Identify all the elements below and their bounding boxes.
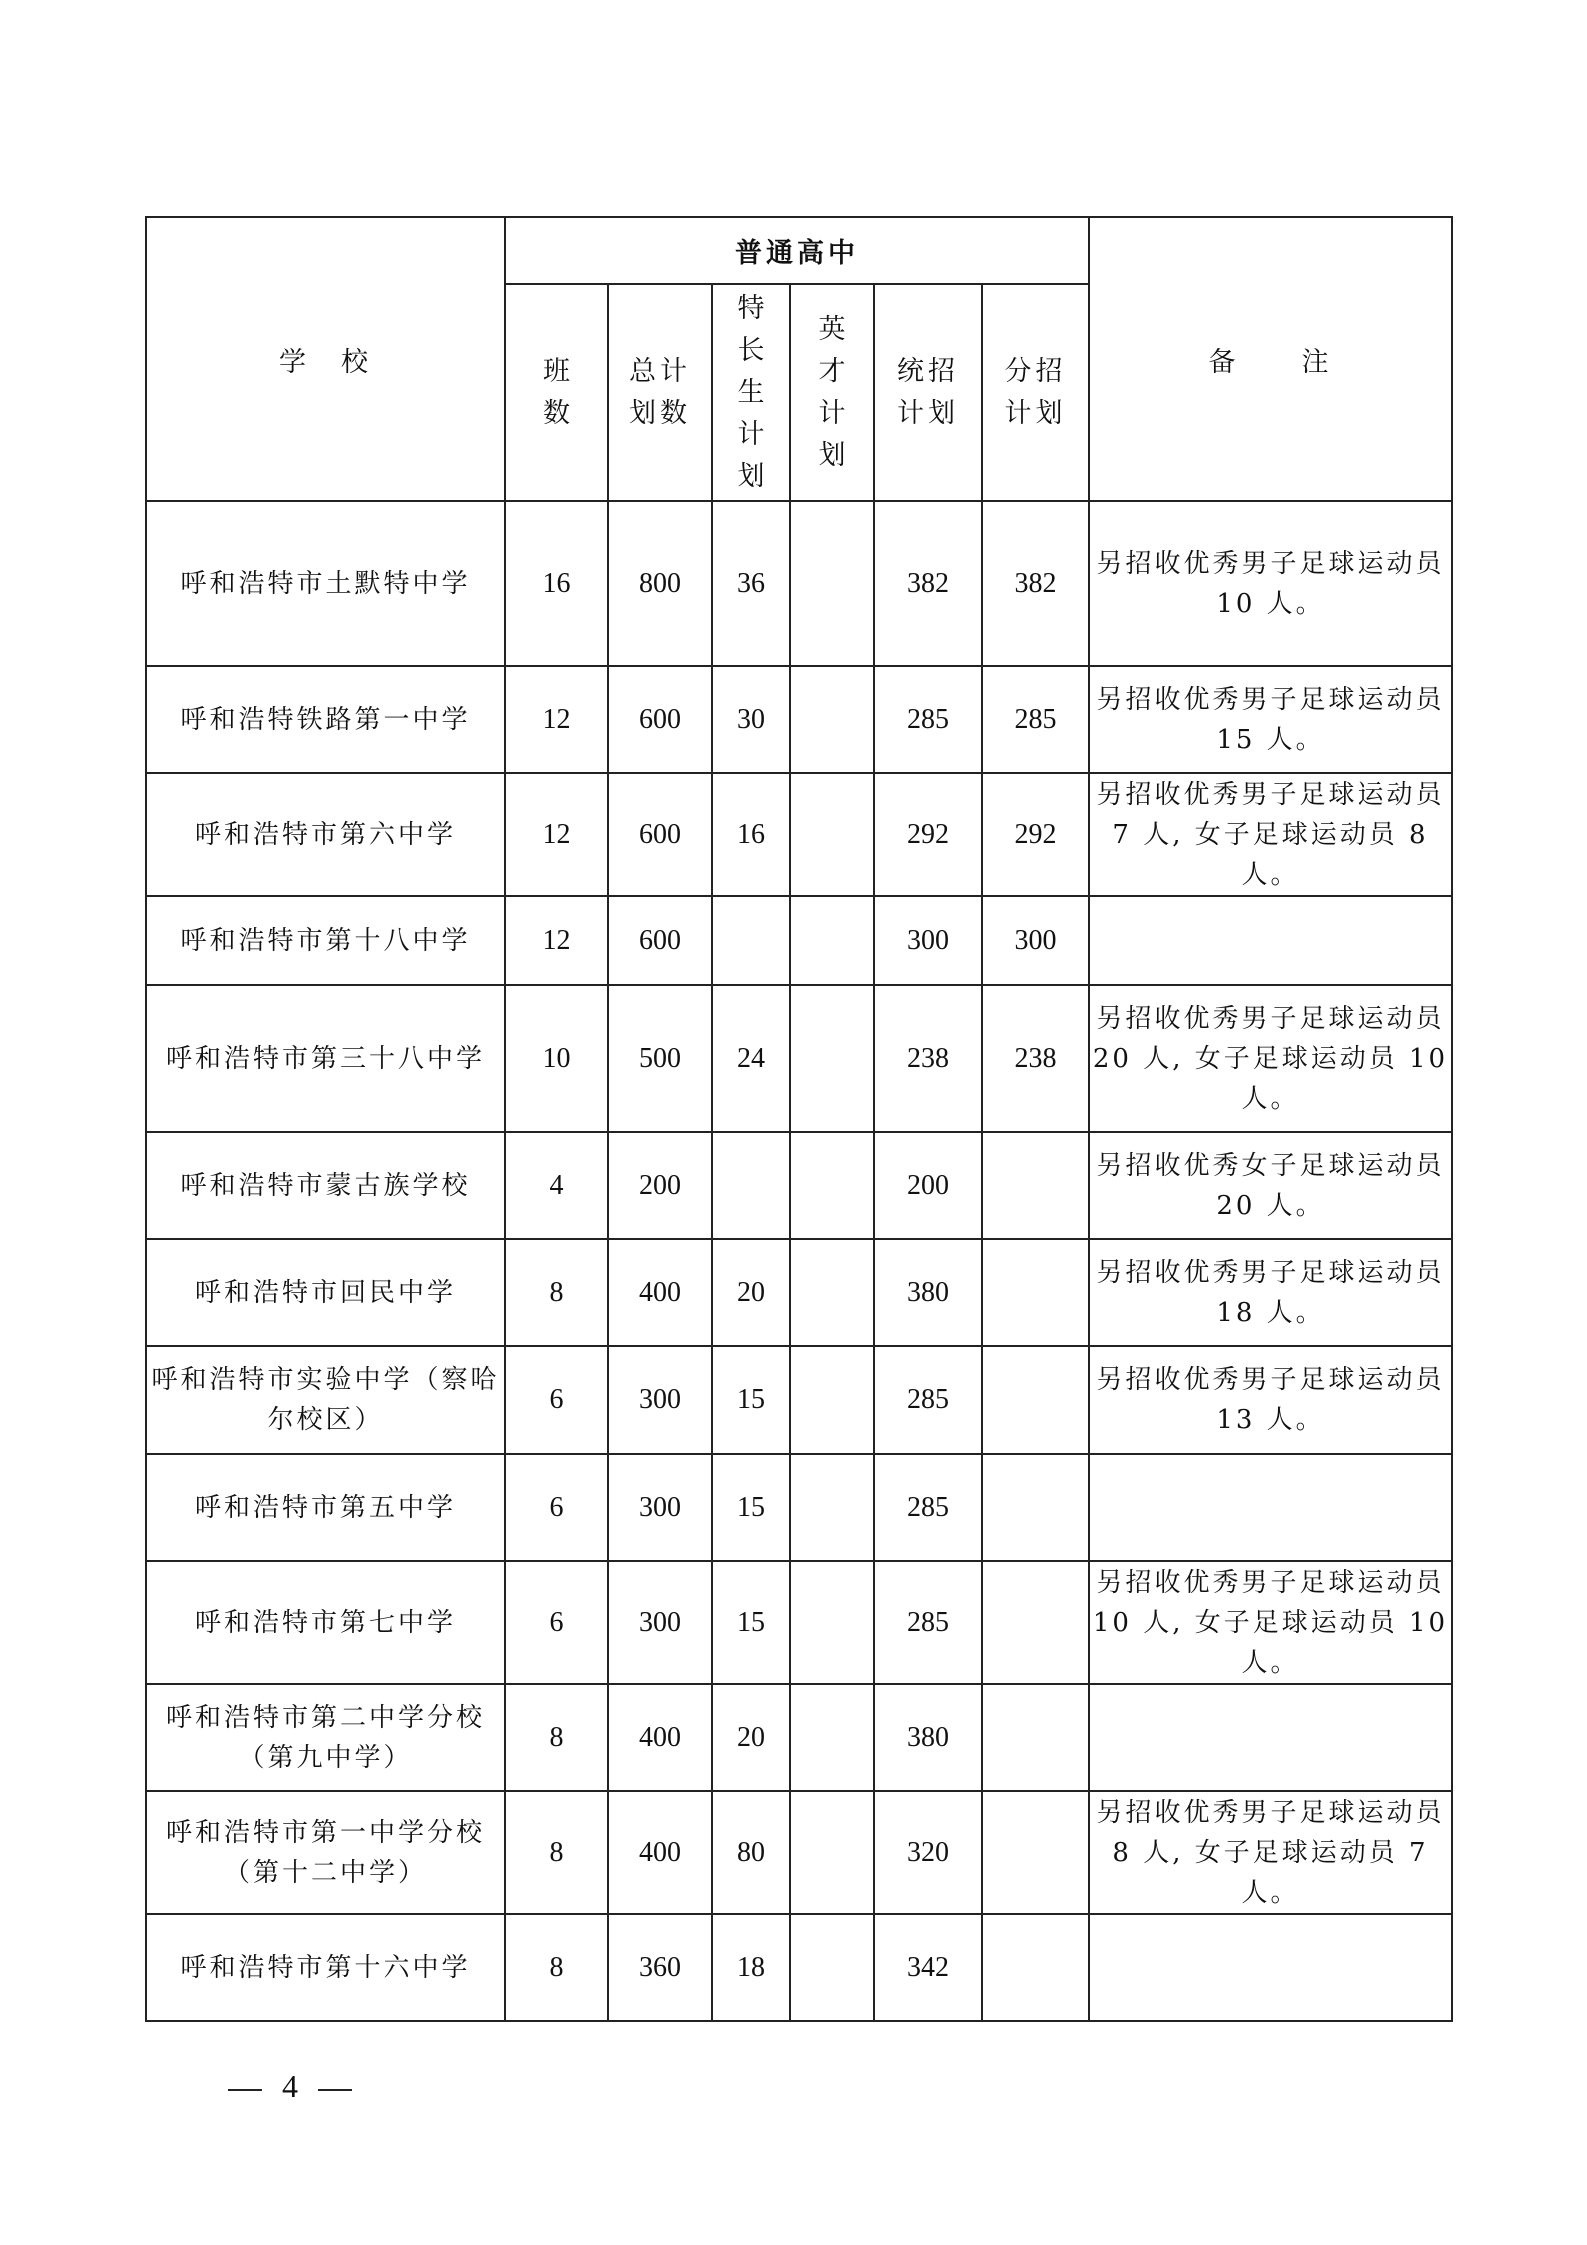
cell-allocated: 285 — [982, 666, 1089, 773]
cell-note: 另招收优秀男子足球运动员 13 人。 — [1089, 1346, 1452, 1454]
cell-talent — [790, 773, 874, 896]
cell-note — [1089, 896, 1452, 985]
cell-total: 400 — [608, 1684, 712, 1791]
cell-unified: 300 — [874, 896, 982, 985]
cell-note: 另招收优秀男子足球运动员 20 人, 女子足球运动员 10 人。 — [1089, 985, 1452, 1132]
cell-special: 80 — [712, 1791, 790, 1914]
cell-unified: 285 — [874, 1346, 982, 1454]
header-talent-plan-label: 英才计划 — [818, 313, 846, 471]
cell-classes: 16 — [505, 501, 608, 666]
cell-special: 15 — [712, 1454, 790, 1561]
cell-unified: 380 — [874, 1684, 982, 1791]
cell-note: 另招收优秀男子足球运动员 15 人。 — [1089, 666, 1452, 773]
enrollment-plan-table — [145, 216, 1453, 2022]
cell-school: 呼和浩特市第六中学 — [146, 773, 505, 896]
page-number: 4 — [282, 2068, 298, 2104]
cell-classes: 8 — [505, 1791, 608, 1914]
header-allocated-plan — [982, 284, 1089, 501]
cell-allocated: 238 — [982, 985, 1089, 1132]
cell-talent — [790, 985, 874, 1132]
footer-dash-left — [228, 2089, 262, 2091]
cell-unified: 342 — [874, 1914, 982, 2021]
table-row — [146, 773, 1452, 896]
cell-allocated — [982, 1684, 1089, 1791]
cell-classes: 12 — [505, 666, 608, 773]
cell-special: 20 — [712, 1684, 790, 1791]
cell-classes: 12 — [505, 773, 608, 896]
cell-unified: 285 — [874, 1454, 982, 1561]
cell-note: 另招收优秀女子足球运动员 20 人。 — [1089, 1132, 1452, 1239]
cell-school: 呼和浩特市第十六中学 — [146, 1914, 505, 2021]
cell-note: 另招收优秀男子足球运动员 10 人。 — [1089, 501, 1452, 666]
cell-classes: 6 — [505, 1346, 608, 1454]
cell-special: 15 — [712, 1561, 790, 1684]
cell-talent — [790, 896, 874, 985]
cell-special — [712, 896, 790, 985]
cell-special: 16 — [712, 773, 790, 896]
cell-total: 300 — [608, 1454, 712, 1561]
table-row — [146, 1791, 1452, 1914]
table-row — [146, 501, 1452, 666]
table-row — [146, 1239, 1452, 1346]
cell-classes: 12 — [505, 896, 608, 985]
cell-total: 800 — [608, 501, 712, 666]
cell-total: 400 — [608, 1791, 712, 1914]
cell-note — [1089, 1684, 1452, 1791]
cell-classes: 4 — [505, 1132, 608, 1239]
table-row — [146, 896, 1452, 985]
cell-school: 呼和浩特市土默特中学 — [146, 501, 505, 666]
cell-allocated — [982, 1561, 1089, 1684]
cell-school: 呼和浩特市第五中学 — [146, 1454, 505, 1561]
cell-note — [1089, 1454, 1452, 1561]
cell-talent — [790, 1239, 874, 1346]
cell-school: 呼和浩特市第二中学分校（第九中学） — [146, 1684, 505, 1791]
cell-unified: 292 — [874, 773, 982, 896]
cell-classes: 6 — [505, 1454, 608, 1561]
cell-school: 呼和浩特市蒙古族学校 — [146, 1132, 505, 1239]
table-row — [146, 1914, 1452, 2021]
cell-talent — [790, 1454, 874, 1561]
footer-dash-right — [318, 2089, 352, 2091]
header-talent-plan — [790, 284, 874, 501]
cell-note: 另招收优秀男子足球运动员 10 人, 女子足球运动员 10 人。 — [1089, 1561, 1452, 1684]
cell-classes: 8 — [505, 1684, 608, 1791]
cell-school: 呼和浩特市第三十八中学 — [146, 985, 505, 1132]
cell-total: 300 — [608, 1561, 712, 1684]
header-special-plan — [712, 284, 790, 501]
cell-talent — [790, 1684, 874, 1791]
cell-allocated: 300 — [982, 896, 1089, 985]
cell-allocated — [982, 1791, 1089, 1914]
page-footer — [208, 2068, 372, 2105]
cell-total: 600 — [608, 896, 712, 985]
cell-special: 20 — [712, 1239, 790, 1346]
table-row — [146, 985, 1452, 1132]
cell-unified: 238 — [874, 985, 982, 1132]
cell-special: 24 — [712, 985, 790, 1132]
cell-note — [1089, 1914, 1452, 2021]
cell-allocated — [982, 1914, 1089, 2021]
cell-classes: 6 — [505, 1561, 608, 1684]
cell-special — [712, 1132, 790, 1239]
table-row — [146, 1454, 1452, 1561]
header-remarks: 备 注 — [1089, 217, 1452, 501]
cell-unified: 285 — [874, 1561, 982, 1684]
cell-note: 另招收优秀男子足球运动员 8 人, 女子足球运动员 7 人。 — [1089, 1791, 1452, 1914]
cell-talent — [790, 1914, 874, 2021]
cell-talent — [790, 1346, 874, 1454]
cell-unified: 382 — [874, 501, 982, 666]
header-special-plan-label: 特长生计划 — [737, 292, 765, 492]
cell-school: 呼和浩特市第七中学 — [146, 1561, 505, 1684]
cell-allocated — [982, 1132, 1089, 1239]
cell-talent — [790, 1791, 874, 1914]
header-allocated-plan-label: 分招计划 — [1004, 355, 1067, 429]
cell-classes: 10 — [505, 985, 608, 1132]
header-unified-plan — [874, 284, 982, 501]
cell-classes: 8 — [505, 1239, 608, 1346]
cell-talent — [790, 1132, 874, 1239]
header-total-plan-label: 总计划数 — [629, 355, 691, 429]
cell-school: 呼和浩特铁路第一中学 — [146, 666, 505, 773]
cell-allocated — [982, 1346, 1089, 1454]
cell-unified: 320 — [874, 1791, 982, 1914]
cell-allocated — [982, 1239, 1089, 1346]
table-row — [146, 1132, 1452, 1239]
header-unified-plan-label: 统招计划 — [897, 355, 959, 429]
cell-school: 呼和浩特市第十八中学 — [146, 896, 505, 985]
cell-talent — [790, 501, 874, 666]
cell-special: 30 — [712, 666, 790, 773]
cell-school: 呼和浩特市回民中学 — [146, 1239, 505, 1346]
cell-total: 200 — [608, 1132, 712, 1239]
cell-unified: 380 — [874, 1239, 982, 1346]
table-row — [146, 1684, 1452, 1791]
cell-special: 18 — [712, 1914, 790, 2021]
cell-school: 呼和浩特市第一中学分校（第十二中学） — [146, 1791, 505, 1914]
cell-special: 15 — [712, 1346, 790, 1454]
header-classes — [505, 284, 608, 501]
cell-total: 600 — [608, 773, 712, 896]
header-total-plan — [608, 284, 712, 501]
header-group-general-high-school: 普通高中 — [505, 217, 1089, 284]
cell-total: 500 — [608, 985, 712, 1132]
cell-note: 另招收优秀男子足球运动员 18 人。 — [1089, 1239, 1452, 1346]
cell-total: 400 — [608, 1239, 712, 1346]
cell-talent — [790, 666, 874, 773]
table-body — [146, 501, 1452, 2021]
table-row — [146, 1561, 1452, 1684]
header-classes-label: 班数 — [542, 355, 570, 429]
cell-school: 呼和浩特市实验中学（察哈尔校区） — [146, 1346, 505, 1454]
cell-allocated — [982, 1454, 1089, 1561]
cell-note: 另招收优秀男子足球运动员 7 人, 女子足球运动员 8 人。 — [1089, 773, 1452, 896]
cell-unified: 200 — [874, 1132, 982, 1239]
cell-total: 300 — [608, 1346, 712, 1454]
cell-total: 600 — [608, 666, 712, 773]
cell-allocated: 292 — [982, 773, 1089, 896]
cell-classes: 8 — [505, 1914, 608, 2021]
table-row — [146, 1346, 1452, 1454]
cell-total: 360 — [608, 1914, 712, 2021]
cell-talent — [790, 1561, 874, 1684]
cell-allocated: 382 — [982, 501, 1089, 666]
header-school: 学 校 — [146, 217, 505, 501]
table-row — [146, 666, 1452, 773]
cell-unified: 285 — [874, 666, 982, 773]
cell-special: 36 — [712, 501, 790, 666]
